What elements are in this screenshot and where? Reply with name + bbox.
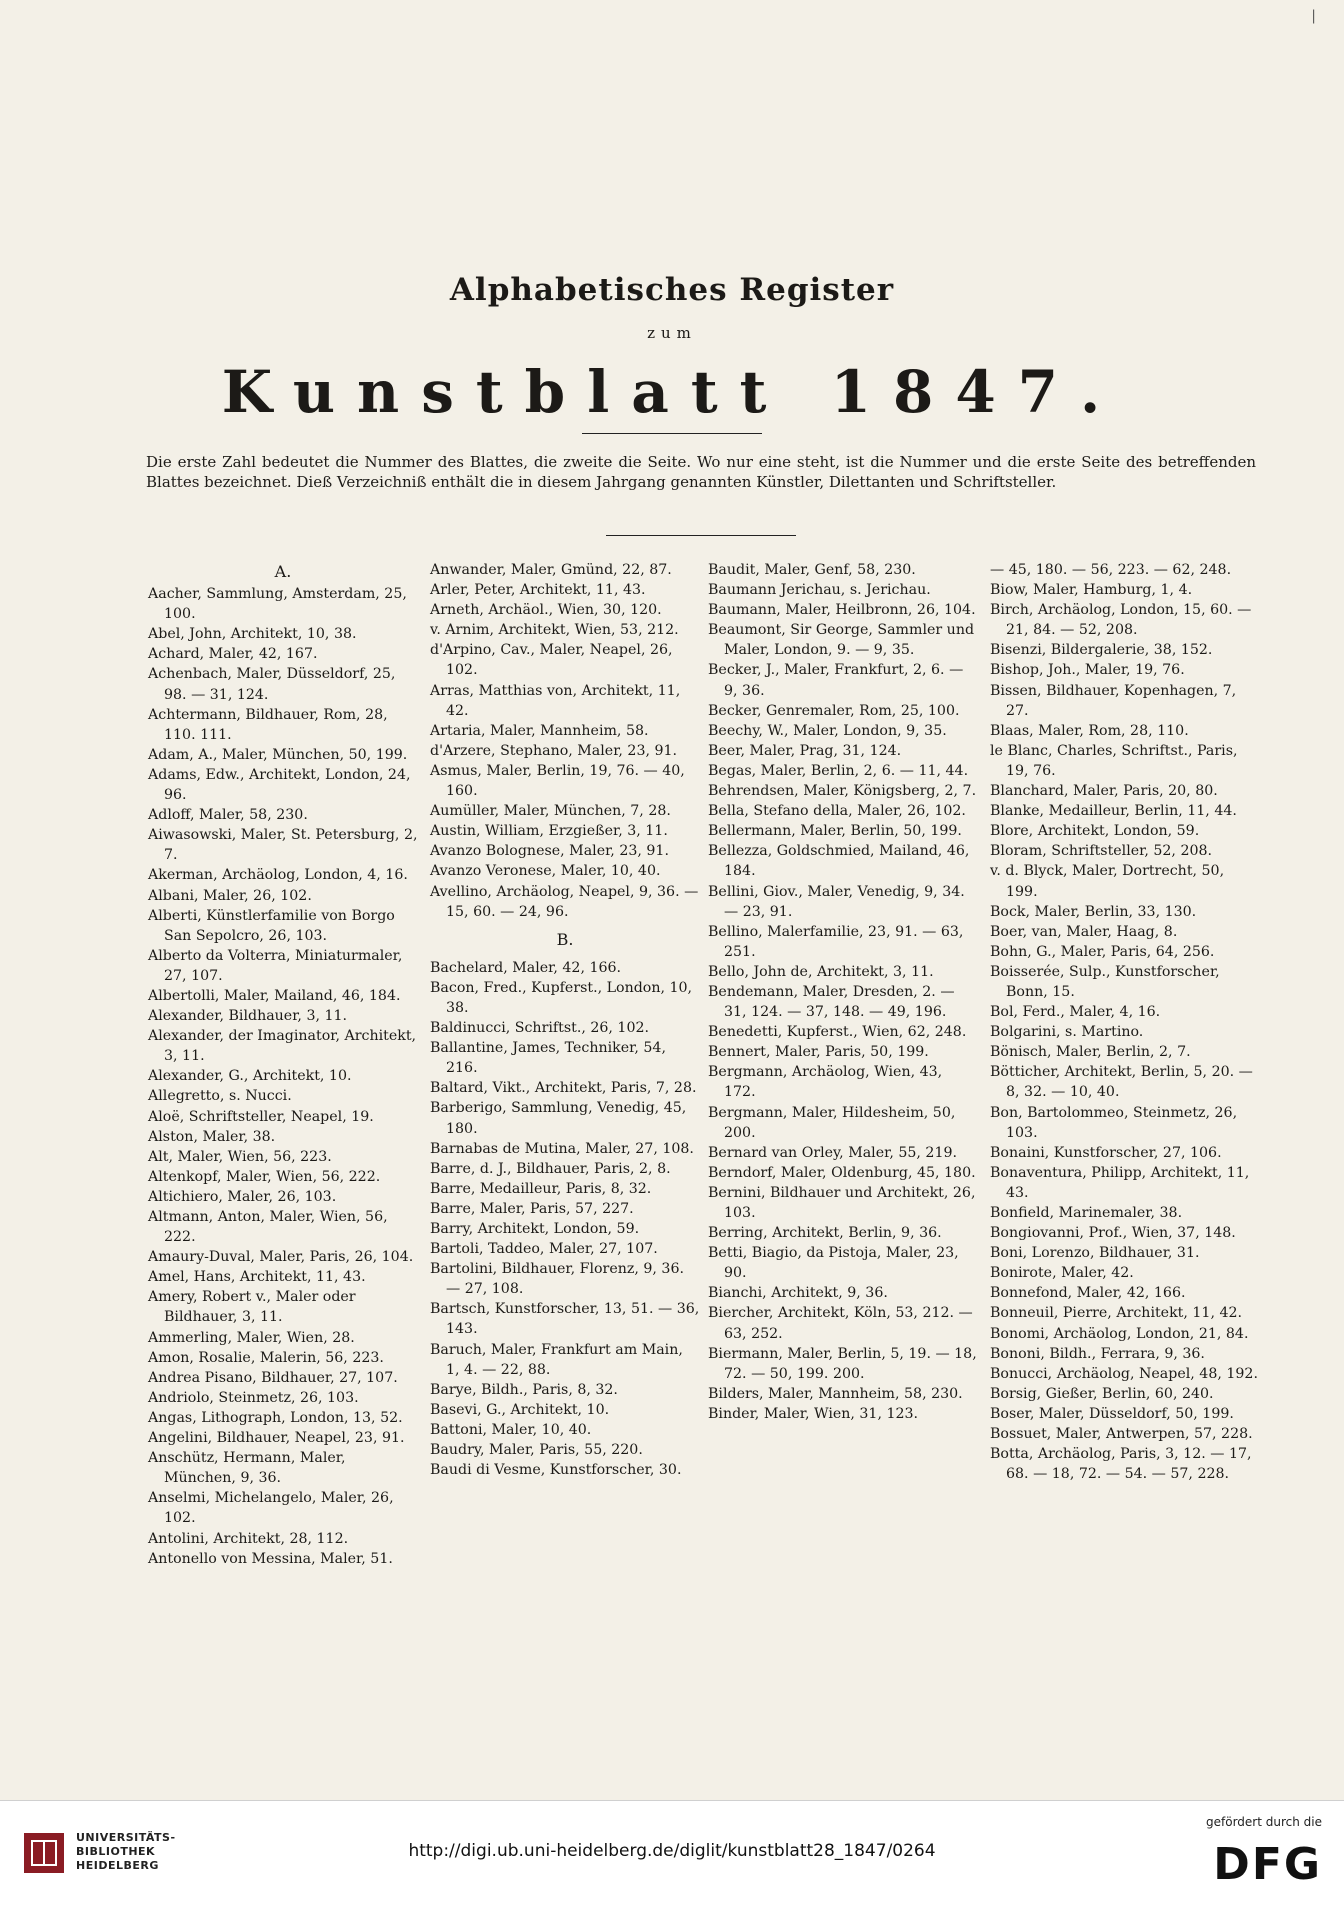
index-entry: Aacher, Sammlung, Amsterdam, 25, 100. xyxy=(148,586,407,623)
index-entry: Bolgarini, s. Martino. xyxy=(990,1024,1144,1041)
index-entry: Bernini, Bildhauer und Architekt, 26, 103. xyxy=(708,1184,976,1221)
index-entry: Arneth, Archäol., Wien, 30, 120. xyxy=(430,602,662,619)
index-entry: Achenbach, Maler, Düsseldorf, 25, 98. — 31, 124. xyxy=(148,666,396,703)
index-entry: Bol, Ferd., Maler, 4, 16. xyxy=(990,1004,1161,1021)
index-entry: Arras, Matthias von, Architekt, 11, 42. xyxy=(430,682,681,719)
index-column-4 xyxy=(990,560,1260,1484)
index-entry: Akerman, Archäolog, London, 4, 16. xyxy=(148,867,408,884)
index-entry: Alexander, G., Architekt, 10. xyxy=(148,1068,352,1085)
index-entry: v. Arnim, Architekt, Wien, 53, 212. xyxy=(430,622,679,639)
index-entry: Barye, Bildh., Paris, 8, 32. xyxy=(430,1381,618,1398)
index-entry: Bartolini, Bildhauer, Florenz, 9, 36. — 27, 108. xyxy=(430,1261,684,1298)
index-entry: Barre, Medailleur, Paris, 8, 32. xyxy=(430,1180,652,1197)
index-entry: Bonomi, Archäolog, London, 21, 84. xyxy=(990,1325,1249,1342)
index-entry: Antonello von Messina, Maler, 51. xyxy=(148,1550,393,1567)
index-entry: Baldinucci, Schriftst., 26, 102. xyxy=(430,1020,650,1037)
institution-line-3: HEIDELBERG xyxy=(76,1859,159,1872)
index-entry: Birch, Archäolog, London, 15, 60. — 21, 84. — 52, 208. xyxy=(990,602,1252,639)
index-column-1 xyxy=(148,560,418,1569)
institution-line-2: BIBLIOTHEK xyxy=(76,1845,156,1858)
register-subtitle: Kunstblatt 1847. xyxy=(221,358,1123,426)
index-entry: Bergmann, Archäolog, Wien, 43, 172. xyxy=(708,1064,943,1101)
index-entry: Bellini, Giov., Maler, Venedig, 9, 34. — 23, 91. xyxy=(708,883,965,920)
index-entry: Bon, Bartolommeo, Steinmetz, 26, 103. xyxy=(990,1104,1238,1141)
index-entry: Blore, Architekt, London, 59. xyxy=(990,823,1200,840)
index-entry: d'Arpino, Cav., Maler, Neapel, 26, 102. xyxy=(430,642,673,679)
index-entry: Alston, Maler, 38. xyxy=(148,1128,276,1145)
index-entry: le Blanc, Charles, Schriftst., Paris, 19, 76. xyxy=(990,742,1238,779)
index-entry: Avellino, Archäolog, Neapel, 9, 36. — 15, 60. — 24, 96. xyxy=(430,883,699,920)
index-entry: Bononi, Bildh., Ferrara, 9, 36. xyxy=(990,1345,1205,1362)
index-entry: v. d. Blyck, Maler, Dortrecht, 50, 199. xyxy=(990,863,1225,900)
index-entry: Bissen, Bildhauer, Kopenhagen, 7, 27. xyxy=(990,682,1237,719)
permalink-url[interactable]: http://digi.ub.uni-heidelberg.de/diglit/kunstblatt28_1847/0264 xyxy=(408,1841,936,1861)
index-entry: Bonfield, Marinemaler, 38. xyxy=(990,1205,1183,1221)
letter-heading: A. xyxy=(274,562,292,581)
index-entry: Baumann, Maler, Heilbronn, 26, 104. xyxy=(708,602,976,619)
index-entry: Blanke, Medailleur, Berlin, 11, 44. xyxy=(990,803,1237,820)
index-entry: Bonneuil, Pierre, Architekt, 11, 42. xyxy=(990,1305,1243,1322)
index-entry: Benedetti, Kupferst., Wien, 62, 248. xyxy=(708,1024,967,1041)
index-entry: Beer, Maler, Prag, 31, 124. xyxy=(708,742,902,759)
index-entry: Botta, Archäolog, Paris, 3, 12. — 17, 68. — 18, 72. — 54. — 57, 228. xyxy=(990,1446,1252,1483)
index-entry: Amaury-Duval, Maler, Paris, 26, 104. xyxy=(148,1249,414,1266)
index-entry: Aloë, Schriftsteller, Neapel, 19. xyxy=(148,1108,374,1125)
index-column-2 xyxy=(430,560,700,1480)
index-entry: Bacon, Fred., Kupferst., London, 10, 38. xyxy=(430,979,693,1016)
index-entry: Baudit, Maler, Genf, 58, 230. xyxy=(708,562,916,578)
index-entry: Angelini, Bildhauer, Neapel, 23, 91. xyxy=(148,1430,405,1447)
index-entry: Artaria, Maler, Mannheim, 58. xyxy=(430,722,649,739)
index-entry: Altmann, Anton, Maler, Wien, 56, 222. xyxy=(148,1209,388,1246)
index-entry: Bonirote, Maler, 42. xyxy=(990,1265,1134,1282)
viewer-footer xyxy=(0,1800,1344,1907)
index-entry: Adam, A., Maler, München, 50, 199. xyxy=(148,746,408,763)
index-entry: Amel, Hans, Architekt, 11, 43. xyxy=(148,1269,366,1286)
index-entry: Beechy, W., Maler, London, 9, 35. xyxy=(708,722,947,739)
index-entry: Achtermann, Bildhauer, Rom, 28, 110. 111. xyxy=(148,706,388,743)
index-entry: Bishop, Joh., Maler, 19, 76. xyxy=(990,662,1185,679)
index-entry: Bianchi, Architekt, 9, 36. xyxy=(708,1285,888,1302)
index-entry: Binder, Maler, Wien, 31, 123. xyxy=(708,1405,919,1422)
index-entry: d'Arzere, Stephano, Maler, 23, 91. xyxy=(430,742,678,759)
index-entry: Bernard van Orley, Maler, 55, 219. xyxy=(708,1144,958,1161)
index-entry: Austin, William, Erzgießer, 3, 11. xyxy=(430,823,668,840)
index-entry: Bisenzi, Bildergalerie, 38, 152. xyxy=(990,642,1213,659)
dfg-logo: DFG xyxy=(1213,1839,1322,1890)
index-entry: Biercher, Architekt, Köln, 53, 212. — 63, 252. xyxy=(708,1305,973,1342)
index-entry: Baltard, Vikt., Architekt, Paris, 7, 28. xyxy=(430,1080,697,1097)
index-entry: Avanzo Veronese, Maler, 10, 40. xyxy=(430,863,661,880)
index-entry: Betti, Biagio, da Pistoja, Maler, 23, 90. xyxy=(708,1245,959,1282)
index-entry: Bartsch, Kunstforscher, 13, 51. — 36, 143. xyxy=(430,1301,700,1338)
index-entry: Anschütz, Hermann, Maler, München, 9, 36. xyxy=(148,1450,346,1487)
index-entry: Alt, Maler, Wien, 56, 223. xyxy=(148,1148,332,1165)
index-entry: Aiwasowski, Maler, St. Petersburg, 2, 7. xyxy=(148,827,418,864)
index-entry: Becker, J., Maler, Frankfurt, 2, 6. — 9, 36. xyxy=(708,662,964,699)
index-entry: Blaas, Maler, Rom, 28, 110. xyxy=(990,722,1189,739)
index-entry: Barre, Maler, Paris, 57, 227. xyxy=(430,1200,634,1217)
index-entry: Bock, Maler, Berlin, 33, 130. xyxy=(990,903,1197,920)
index-entry: Bossuet, Maler, Antwerpen, 57, 228. xyxy=(990,1426,1253,1443)
index-entry: Baruch, Maler, Frankfurt am Main, 1, 4. — 22, 88. xyxy=(430,1341,683,1378)
index-entry: Behrendsen, Maler, Königsberg, 2, 7. xyxy=(708,783,977,800)
index-entry: Bonnefond, Maler, 42, 166. xyxy=(990,1285,1186,1302)
index-entry: Ballantine, James, Techniker, 54, 216. xyxy=(430,1040,666,1077)
index-entry: Angas, Lithograph, London, 13, 52. xyxy=(148,1409,403,1426)
index-entry: Albertolli, Maler, Mailand, 46, 184. xyxy=(148,987,401,1004)
register-title: Alphabetisches Register xyxy=(449,272,895,308)
index-entry: Borsig, Gießer, Berlin, 60, 240. xyxy=(990,1385,1214,1402)
index-entry: Bachelard, Maler, 42, 166. xyxy=(430,959,622,976)
index-entry: Bartoli, Taddeo, Maler, 27, 107. xyxy=(430,1241,658,1258)
index-entry: Battoni, Maler, 10, 40. xyxy=(430,1421,592,1438)
index-entry: Bonaventura, Philipp, Architekt, 11, 43. xyxy=(990,1164,1250,1201)
funding-note: gefördert durch die xyxy=(1206,1815,1322,1829)
index-entry: Berndorf, Maler, Oldenburg, 45, 180. xyxy=(708,1164,976,1181)
index-entry: Barberigo, Sammlung, Venedig, 45, 180. xyxy=(430,1100,687,1137)
index-entry: Blanchard, Maler, Paris, 20, 80. xyxy=(990,783,1218,800)
index-entry: Anselmi, Michelangelo, Maler, 26, 102. xyxy=(148,1490,394,1527)
index-entry: Andrea Pisano, Bildhauer, 27, 107. xyxy=(148,1369,398,1386)
index-entry: Alberti, Künstlerfamilie von Borgo San Sepolcro, 26, 103. xyxy=(148,907,395,944)
index-entry: Amery, Robert v., Maler oder Bildhauer, 3, 11. xyxy=(148,1289,356,1326)
index-entry: Asmus, Maler, Berlin, 19, 76. — 40, 160. xyxy=(430,762,685,800)
index-entry: Alberto da Volterra, Miniaturmaler, 27, 107. xyxy=(148,947,403,984)
intro-paragraph xyxy=(146,452,1256,492)
index-entry: Boser, Maler, Düsseldorf, 50, 199. xyxy=(990,1405,1234,1422)
index-entry: Boer, van, Maler, Haag, 8. xyxy=(990,923,1178,940)
index-entry: Anwander, Maler, Gmünd, 22, 87. xyxy=(430,562,672,578)
index-entry: Berring, Architekt, Berlin, 9, 36. xyxy=(708,1225,942,1242)
index-entry: Bloram, Schriftsteller, 52, 208. xyxy=(990,843,1213,860)
index-entry: Arler, Peter, Architekt, 11, 43. xyxy=(430,582,646,599)
index-entry: Allegretto, s. Nucci. xyxy=(148,1088,292,1105)
index-entry: Barry, Architekt, London, 59. xyxy=(430,1221,640,1237)
intro-text: Die erste Zahl bedeutet die Nummer des Blattes, die zweite die Seite. Wo nur eine steht, ist die Nummer und die erste Seite des betreffenden Blattes bezeichnet. Dieß Verzeichniß enthält die in diesem Jahrgang genannten Künstler, Dilettanten und Schriftsteller. xyxy=(146,453,1256,491)
index-entry: Alexander, Bildhauer, 3, 11. xyxy=(148,1008,348,1025)
index-entry: Ammerling, Maler, Wien, 28. xyxy=(148,1329,355,1346)
index-entry: Bonaini, Kunstforscher, 27, 106. xyxy=(990,1144,1222,1161)
index-entry: Aumüller, Maler, München, 7, 28. xyxy=(430,803,671,820)
index-entry: Bongiovanni, Prof., Wien, 37, 148. xyxy=(990,1225,1236,1242)
title-rule xyxy=(582,433,762,434)
index-entry: Altenkopf, Maler, Wien, 56, 222. xyxy=(148,1168,381,1185)
index-entry: Baudry, Maler, Paris, 55, 220. xyxy=(430,1442,643,1459)
index-entry: Bohn, G., Maler, Paris, 64, 256. xyxy=(990,943,1215,960)
index-entry: Amon, Rosalie, Malerin, 56, 223. xyxy=(148,1349,384,1366)
index-column-3 xyxy=(708,560,978,1424)
index-entry: Bello, John de, Architekt, 3, 11. xyxy=(708,963,934,980)
index-entry: Biermann, Maler, Berlin, 5, 19. — 18, 72. — 50, 199. 200. xyxy=(708,1345,977,1382)
index-entry: Antolini, Architekt, 28, 112. xyxy=(148,1530,349,1547)
index-entry: Adloff, Maler, 58, 230. xyxy=(148,807,308,824)
index-entry: Becker, Genremaler, Rom, 25, 100. xyxy=(708,702,960,719)
index-entry: Avanzo Bolognese, Maler, 23, 91. xyxy=(430,843,669,860)
index-entry: Baumann Jerichau, s. Jerichau. xyxy=(708,582,931,599)
index-entry: Bönisch, Maler, Berlin, 2, 7. xyxy=(990,1044,1191,1061)
index-entry: Barnabas de Mutina, Maler, 27, 108. xyxy=(430,1140,694,1157)
index-entry: Bennert, Maler, Paris, 50, 199. xyxy=(708,1044,929,1061)
index-entry: Andriolo, Steinmetz, 26, 103. xyxy=(148,1389,359,1406)
index-entry: Bonucci, Archäolog, Neapel, 48, 192. xyxy=(990,1365,1258,1382)
index-entry: Bendemann, Maler, Dresden, 2. — 31, 124. — 37, 148. — 49, 196. xyxy=(708,983,955,1021)
index-entry: Bellezza, Goldschmied, Mailand, 46, 184. xyxy=(708,843,970,880)
index-entry: Basevi, G., Architekt, 10. xyxy=(430,1401,610,1418)
index-entry: Bötticher, Architekt, Berlin, 5, 20. — 8, 32. — 10, 40. xyxy=(990,1064,1253,1101)
index-entry: Bellino, Malerfamilie, 23, 91. — 63, 251. xyxy=(708,923,964,960)
index-entry: Beaumont, Sir George, Sammler und Maler, London, 9. — 9, 35. xyxy=(708,622,975,659)
register-zum: zum xyxy=(647,324,697,342)
index-entry: Boni, Lorenzo, Bildhauer, 31. xyxy=(990,1245,1200,1262)
index-entry: Boisserée, Sulp., Kunstforscher, Bonn, 15. xyxy=(990,963,1220,1000)
index-entry: Barre, d. J., Bildhauer, Paris, 2, 8. xyxy=(430,1160,671,1177)
index-entry: Alexander, der Imaginator, Architekt, 3, 11. xyxy=(148,1028,417,1065)
institution-line-1: UNIVERSITÄTS- xyxy=(76,1831,176,1844)
index-entry: Abel, John, Architekt, 10, 38. xyxy=(148,626,357,643)
index-entry: Baudi di Vesme, Kunstforscher, 30. xyxy=(430,1462,682,1479)
intro-rule xyxy=(606,535,796,536)
index-entry: Achard, Maler, 42, 167. xyxy=(148,646,318,663)
index-entry: Begas, Maler, Berlin, 2, 6. — 11, 44. xyxy=(708,762,969,779)
index-entry: Bella, Stefano della, Maler, 26, 102. xyxy=(708,803,966,820)
page-edge-mark: | xyxy=(1311,8,1316,24)
index-entry: Bellermann, Maler, Berlin, 50, 199. xyxy=(708,823,962,840)
index-entry: Albani, Maler, 26, 102. xyxy=(148,887,312,904)
index-entry: Biow, Maler, Hamburg, 1, 4. xyxy=(990,582,1193,599)
index-entry: Bilders, Maler, Mannheim, 58, 230. xyxy=(708,1385,963,1402)
index-entry: — 45, 180. — 56, 223. — 62, 248. xyxy=(990,562,1232,578)
index-entry: Bergmann, Maler, Hildesheim, 50, 200. xyxy=(708,1104,956,1141)
index-entry: Adams, Edw., Architekt, London, 24, 96. xyxy=(148,766,411,804)
letter-heading: B. xyxy=(556,929,574,949)
index-entry: Altichiero, Maler, 26, 103. xyxy=(148,1188,337,1205)
